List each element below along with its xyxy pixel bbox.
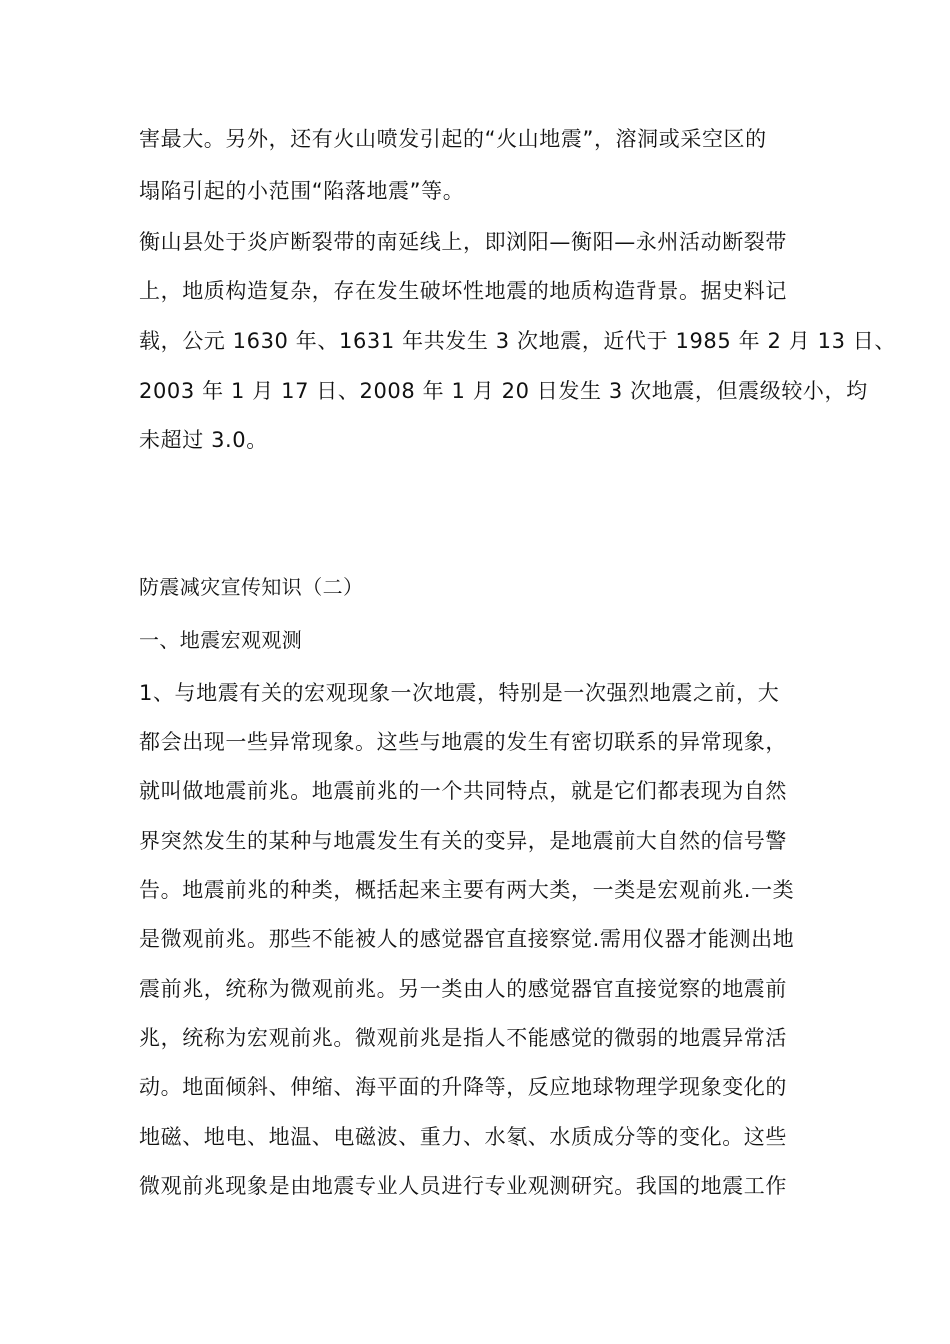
section-subtitle: 一、地震宏观观测 <box>139 628 303 652</box>
paragraph-line: 1、与地震有关的宏观现象一次地震，特别是一次强烈地震之前，大 <box>139 681 780 705</box>
paragraph-line: 2003 年 1 月 17 日、2008 年 1 月 20 日发生 3 次地震，但震级较小，均 <box>139 379 868 403</box>
paragraph-line: 都会出现一些异常现象。这些与地震的发生有密切联系的异常现象， <box>139 730 787 754</box>
paragraph-line: 是微观前兆。那些不能被人的感觉器官直接察觉.需用仪器才能测出地 <box>139 927 795 951</box>
paragraph-line: 地磁、地电、地温、电磁波、重力、水氡、水质成分等的变化。这些 <box>139 1125 787 1149</box>
paragraph-line: 上，地质构造复杂，存在发生破坏性地震的地质构造背景。据史料记 <box>139 279 787 303</box>
section-title: 防震减灾宣传知识（二） <box>139 575 364 599</box>
paragraph-line: 就叫做地震前兆。地震前兆的一个共同特点，就是它们都表现为自然 <box>139 779 787 803</box>
paragraph-line: 震前兆，统称为微观前兆。另一类由人的感觉器官直接觉察的地震前 <box>139 977 787 1001</box>
paragraph-line: 载，公元 1630 年、1631 年共发生 3 次地震，近代于 1985 年 2 月 13 日、 <box>139 329 896 353</box>
paragraph-line: 告。地震前兆的种类，概括起来主要有两大类，一类是宏观前兆.一类 <box>139 878 795 902</box>
paragraph-line: 微观前兆现象是由地震专业人员进行专业观测研究。我国的地震工作 <box>139 1174 787 1198</box>
paragraph-line: 害最大。另外，还有火山喷发引起的“火山地震”，溶洞或采空区的 <box>139 127 767 151</box>
paragraph-line: 兆，统称为宏观前兆。微观前兆是指人不能感觉的微弱的地震异常活 <box>139 1026 787 1050</box>
paragraph-line: 衡山县处于炎庐断裂带的南延线上，即浏阳—衡阳—永州活动断裂带 <box>139 230 787 254</box>
paragraph-line: 未超过 3.0。 <box>139 428 268 452</box>
paragraph-line: 界突然发生的某种与地震发生有关的变异，是地震前大自然的信号警 <box>139 829 787 853</box>
paragraph-line: 动。地面倾斜、伸缩、海平面的升降等，反应地球物理学现象变化的 <box>139 1075 787 1099</box>
paragraph-line: 塌陷引起的小范围“陷落地震”等。 <box>139 179 465 203</box>
